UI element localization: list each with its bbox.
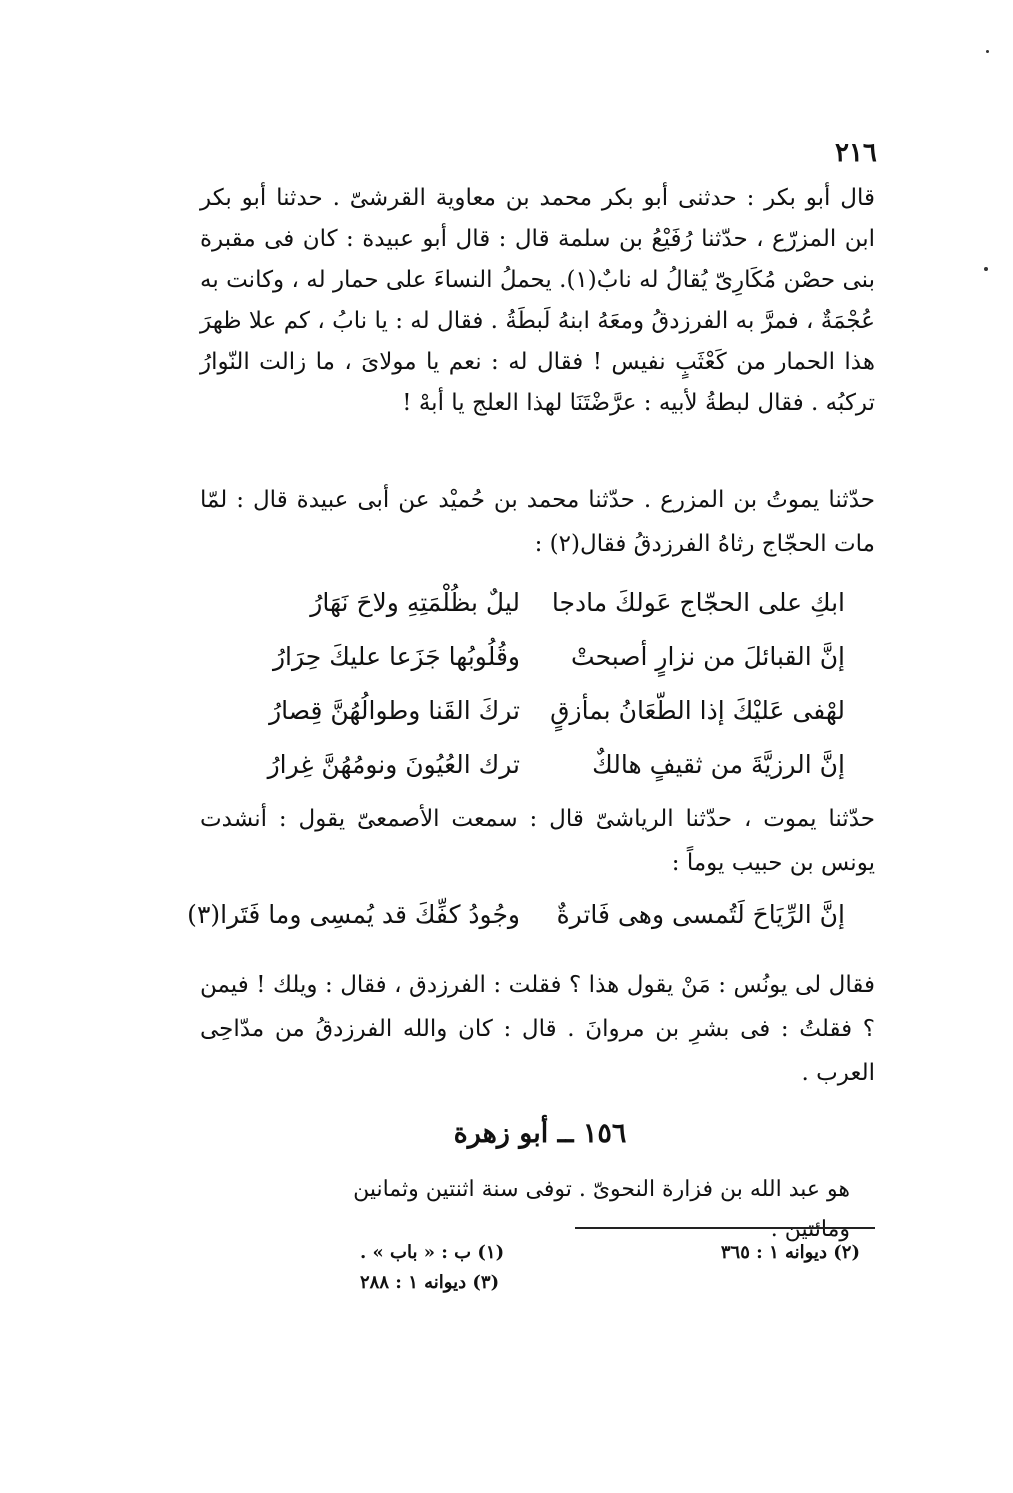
footnote-row [360, 1268, 860, 1298]
verse-first-hemistich: لهْفى عَليْكَ إذا الطّعَانُ بمأزقٍ [550, 695, 845, 725]
verse-line [230, 629, 845, 683]
page-number: ٢١٦ [835, 138, 877, 168]
footnotes [360, 1238, 860, 1298]
poem-hajjaj-elegy [230, 575, 845, 791]
verse-second-hemistich: وجُودُ كفِّكَ قد يُمسِى وما فَتَرا(٣) [187, 899, 520, 929]
verse-first-hemistich: إنَّ القبائلَ من نزارٍ أصبحتْ [571, 641, 845, 671]
footnote-1: (١) ب : « باب » . [360, 1242, 505, 1263]
footnote-2: (٢) ديوانه ١ : ٣٦٥ [720, 1242, 860, 1263]
poem-winds-verse [187, 887, 845, 941]
verse-line [230, 683, 845, 737]
paragraph-yunus-intro: حدّثنا يموت ، حدّثنا الرياشىّ قال : سمعت الأصمعىّ يقول : أنشدت يونس بن حبيب يوماً : [200, 806, 875, 876]
footnote-3: (٣) ديوانه ١ : ٢٨٨ [360, 1272, 500, 1293]
verse-second-hemistich: وقُلُوبُها جَزَعا عليكَ حِرَارُ [272, 641, 520, 671]
verse-line [230, 575, 845, 629]
biography-line: هو عبد الله بن فزارة النحوىّ . توفى سنة اثنتين وثمانين ومائتين . [353, 1177, 850, 1242]
section-heading: ١٥٦ ــ أبو زهرة [453, 1118, 627, 1149]
verse-second-hemistich: ترك العُيُونَ ونومُهُنَّ غِرارُ [267, 749, 520, 779]
verse-first-hemistich: إنَّ الرزيَّةَ من ثقيفٍ هالكٌ [592, 749, 845, 779]
verse-second-hemistich: تركَ القَنا وطوالُهُنَّ قِصارُ [269, 695, 520, 725]
verse-first-hemistich: إنَّ الرِّيَاحَ لَتُمسى وهى فَاترةٌ [556, 899, 845, 929]
scan-speck [984, 267, 988, 271]
verse-line [187, 887, 845, 941]
verse-line [230, 737, 845, 791]
footnote-divider [575, 1227, 875, 1229]
verse-second-hemistich: ليلٌ بظُلْمَتِهِ ولاحَ نَهَارُ [310, 587, 520, 617]
paragraph-hajjaj-intro: حدّثنا يموتُ بن المزرع . حدّثنا محمد بن حُميْد عن أبى عبيدة قال : لمّا مات الحجّاج رثاهُ الفرزدقُ فقال(٢) : [200, 487, 875, 557]
paragraph-naab-story: قال أبو بكر : حدثنى أبو بكر محمد بن معاوية القرشىّ . حدثنا أبو بكر ابن المزرّع ، حدّثنا رُفَيْعُ بن سلمة قال : قال أبو عبيدة : كان فى مقبرة بنى حصْن مُكَارِىّ يُقالُ له نابٌ(١). يحملُ النساءَ على حمار له ، وكانت به عُجْمَةٌ ، فمرَّ به الفرزدقُ ومعَهُ ابنهُ لَبطَةُ . فقال له : يا نابُ ، كم علا ظهرَ هذا الحمار من كَعْثَبٍ نفيس ! فقال له : نعم يا مولاىَ ، ما زالت النّوارُ تركبُه . فقال لبطةُ لأبيه : عرَّضْتَنَا لهذا العلج يا أبهْ ! [200, 185, 875, 416]
footnote-row [360, 1238, 860, 1268]
paragraph-yunus-reply: فقال لى يونُس : مَنْ يقول هذا ؟ فقلت : الفرزدق ، فقال : ويلك ! فيمن ؟ فقلتُ : فى بشرِ بن مروانَ . قال : كان والله الفرزدقُ من مدّاحِى العرب . [200, 972, 875, 1086]
verse-first-hemistich: ابكِ على الحجّاج عَولكَ مادجا [551, 587, 845, 617]
scan-speck [986, 50, 989, 53]
